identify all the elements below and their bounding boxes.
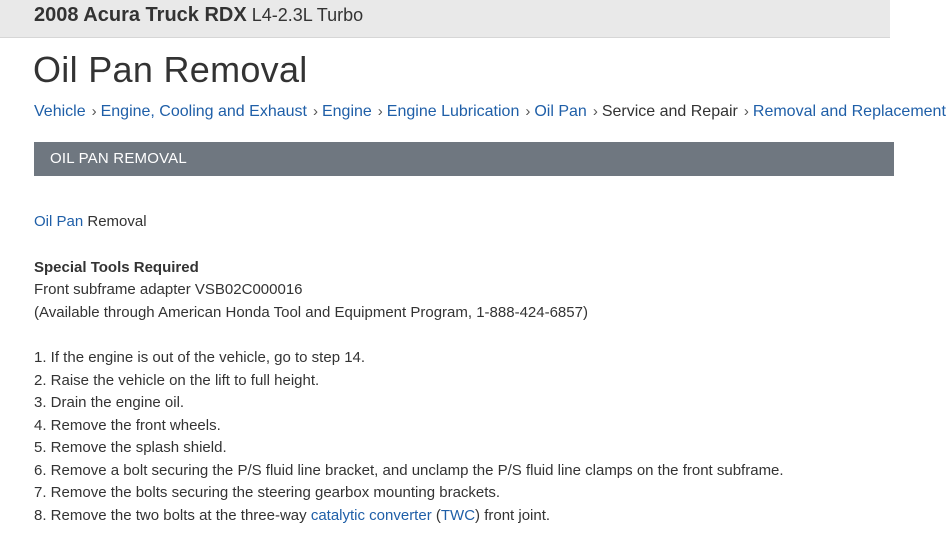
- breadcrumb-oil-pan[interactable]: Oil Pan: [534, 103, 587, 120]
- chevron-right-icon: ›: [91, 103, 97, 120]
- breadcrumb: [34, 103, 946, 121]
- procedure-step: 6. Remove a bolt securing the P/S fluid line bracket, and unclamp the P/S fluid line clamps on the front subframe.: [34, 461, 784, 479]
- catalytic-converter-link[interactable]: catalytic converter: [310, 506, 432, 524]
- spacer: [34, 324, 784, 347]
- breadcrumb-engine-lubrication[interactable]: Engine Lubrication: [386, 103, 520, 120]
- procedure-step: 3. Drain the engine oil.: [34, 394, 185, 411]
- special-tool-line: Front subframe adapter VSB02C000016: [34, 281, 303, 298]
- section-banner: [34, 142, 894, 176]
- procedure-step: 1. If the engine is out of the vehicle, go to step 14.: [34, 349, 366, 366]
- procedure-intro: [34, 211, 784, 234]
- procedure-content: [34, 211, 784, 527]
- breadcrumb-service-and-repair: Service and Repair: [601, 103, 738, 120]
- step-8-suffix: ) front joint.: [475, 506, 551, 524]
- special-tools-heading: Special Tools Required: [34, 258, 199, 276]
- procedure-step: 4. Remove the front wheels.: [34, 416, 221, 434]
- vehicle-header-bar: [0, 0, 890, 38]
- procedure-intro-text: Removal: [83, 213, 147, 230]
- spacer: [34, 234, 784, 257]
- oil-pan-link[interactable]: Oil Pan: [34, 213, 84, 230]
- breadcrumb-engine[interactable]: Engine: [321, 103, 372, 120]
- vehicle-make: 2008 Acura Truck RDX: [34, 4, 247, 26]
- chevron-right-icon: ›: [525, 103, 531, 120]
- section-banner-title: OIL PAN REMOVAL: [50, 150, 187, 167]
- twc-link[interactable]: TWC: [440, 506, 476, 524]
- procedure-step: 5. Remove the splash shield.: [34, 439, 227, 456]
- breadcrumb-removal-and-replacement[interactable]: Removal and Replacement: [752, 103, 946, 120]
- breadcrumb-engine-cooling-exhaust[interactable]: Engine, Cooling and Exhaust: [100, 103, 307, 120]
- chevron-right-icon: ›: [743, 103, 749, 120]
- tool-availability-line: (Available through American Honda Tool and Equipment Program, 1-888-424-6857): [34, 303, 588, 321]
- breadcrumb-vehicle[interactable]: Vehicle: [34, 103, 86, 120]
- procedure-steps: [34, 347, 784, 527]
- vehicle-engine: L4-2.3L Turbo: [251, 5, 364, 25]
- chevron-right-icon: ›: [592, 103, 598, 120]
- step-8-prefix: 8. Remove the two bolts at the three-way: [34, 506, 311, 524]
- procedure-step: 7. Remove the bolts securing the steering gearbox mounting brackets.: [34, 484, 501, 501]
- chevron-right-icon: ›: [377, 103, 383, 120]
- procedure-step: 2. Raise the vehicle on the lift to full height.: [34, 371, 320, 389]
- vehicle-title: [34, 4, 363, 27]
- step-8-middle: (: [431, 506, 441, 524]
- procedure-step: [34, 505, 784, 528]
- chevron-right-icon: ›: [312, 103, 318, 120]
- page-title: Oil Pan Removal: [33, 49, 308, 90]
